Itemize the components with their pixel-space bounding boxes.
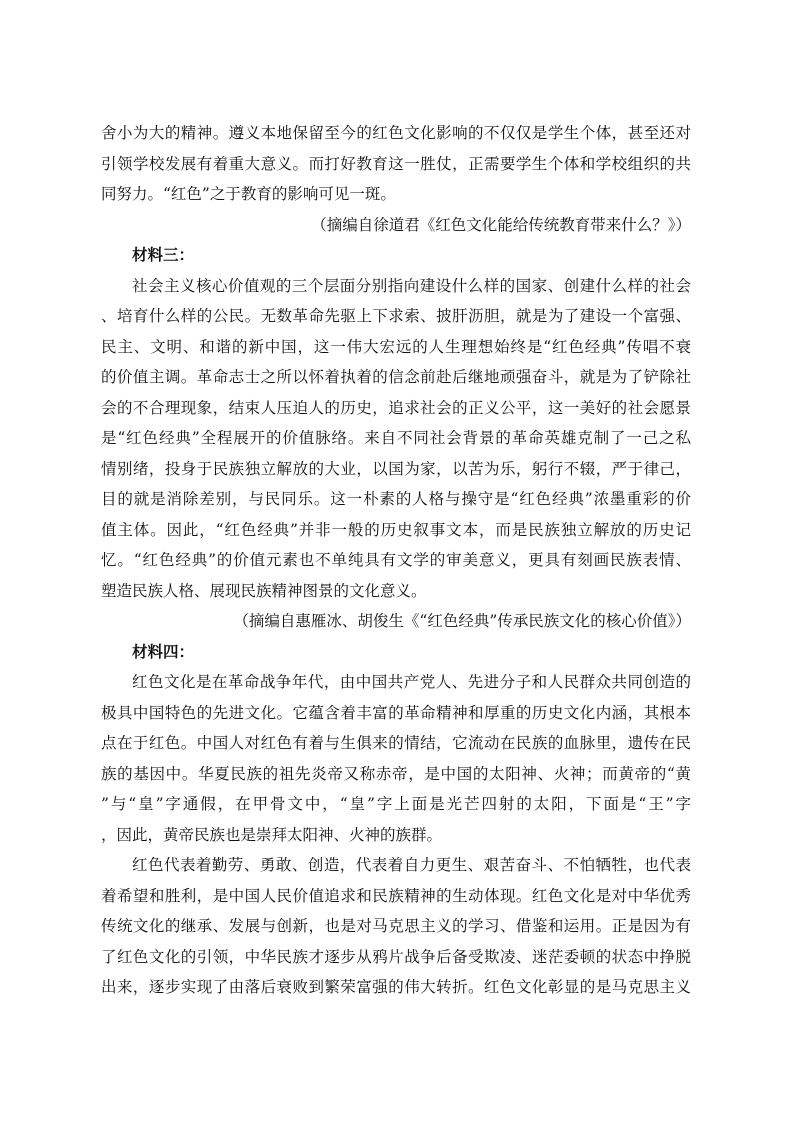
text-line: 传统文化的继承、发展与创新，也是对马克思主义的学习、借鉴和运用。正是因为有 — [101, 917, 691, 935]
text-line: ”与“皇”字通假，在甲骨文中，“皇”字上面是光芒四射的太阳，下面是“王”字 — [101, 795, 691, 813]
text-line: 红色文化是在革命战争年代，由中国共产党人、先进分子和人民群众共同创造的 — [132, 673, 691, 691]
material3-paragraph — [101, 271, 691, 607]
text-line: ，因此，黄帝民族也是崇拜太阳神、火神的族群。 — [101, 825, 443, 844]
text-line: 社会主义核心价值观的三个层面分别指向建设什么样的国家、创建什么样的社会 — [132, 276, 691, 295]
material4-paragraph-1 — [101, 667, 691, 850]
material4-paragraph-2 — [101, 850, 691, 1003]
text-line: 引领学校发展有着重大意义。而打好教育这一胜仗，正需要学生个体和学校组织的共 — [101, 154, 691, 173]
text-line: 会的不合理现象，结束人压迫人的历史，追求社会的正义公平，这一美好的社会愿景 — [101, 398, 691, 417]
text-line: 目的就是消除差别，与民同乐。这一朴素的人格与操守是“红色经典”浓墨重彩的价 — [101, 490, 691, 508]
text-line: 忆。“红色经典”的价值元素也不单纯具有文学的审美意义，更具有刻画民族表情、 — [101, 551, 691, 569]
material3-heading: 材料三： — [132, 245, 195, 264]
text-line: 同努力。“红色”之于教育的影响可见一斑。 — [101, 185, 396, 203]
text-line: 红色代表着勤劳、勇敢、创造，代表着自力更生、艰苦奋斗、不怕牺牲，也代表 — [132, 856, 691, 874]
text-line: 是“红色经典”全程展开的价值脉络。来自不同社会背景的革命英雄克制了一己之私 — [101, 429, 691, 447]
text-line: 族的基因中。华夏民族的祖先炎帝又称赤帝，是中国的太阳神、火神；而黄帝的“黄 — [101, 764, 691, 783]
source-citation: （摘编自惠雁冰、胡俊生《“红色经典”传承民族文化的核心价值》） — [233, 612, 691, 630]
text-line: 着希望和胜利，是中国人民价值追求和民族精神的生动体现。红色文化是对中华优秀 — [101, 886, 691, 905]
document-page — [101, 118, 691, 1003]
text-line: 民主、文明、和谐的新中国，这一伟大宏远的人生理想始终是“红色经典”传唱不衰 — [101, 337, 691, 356]
text-line: 舍小为大的精神。遵义本地保留至今的红色文化影响的不仅仅是学生个体，甚至还对 — [101, 124, 691, 142]
block1-paragraph — [101, 118, 691, 210]
source-citation: （摘编自徐道君《红色文化能给传统教育带来什么？》） — [311, 215, 691, 234]
text-line: 点在于红色。中国人对红色有着与生俱来的情结，它流动在民族的血脉里，遗传在民 — [101, 734, 691, 752]
text-line: 的价值主调。革命志士之所以怀着执着的信念前赴后继地顽强奋斗，就是为了铲除社 — [101, 368, 691, 386]
text-line: 情别绪，投身于民族独立解放的大业，以国为家，以苦为乐，躬行不辍，严于律己， — [101, 459, 691, 478]
text-line: 极具中国特色的先进文化。它蕴含着丰富的革命精神和厚重的历史文化内涵，其根本 — [101, 703, 691, 722]
text-line: 出来，逐步实现了由落后衰败到繁荣富强的伟大转折。红色文化彰显的是马克思主义 — [101, 978, 691, 996]
text-line: 、培育什么样的公民。无数革命先驱上下求索、披肝沥胆，就是为了建设一个富强、 — [101, 307, 691, 325]
text-line: 了红色文化的引领，中华民族才逐步从鸦片战争后备受欺凌、迷茫委顿的状态中挣脱 — [101, 947, 691, 966]
text-line: 塑造民族人格、展现民族精神图景的文化意义。 — [101, 581, 427, 600]
text-line: 值主体。因此，“红色经典”并非一般的历史叙事文本，而是民族独立解放的历史记 — [101, 520, 691, 539]
material4-heading: 材料四： — [132, 641, 195, 661]
